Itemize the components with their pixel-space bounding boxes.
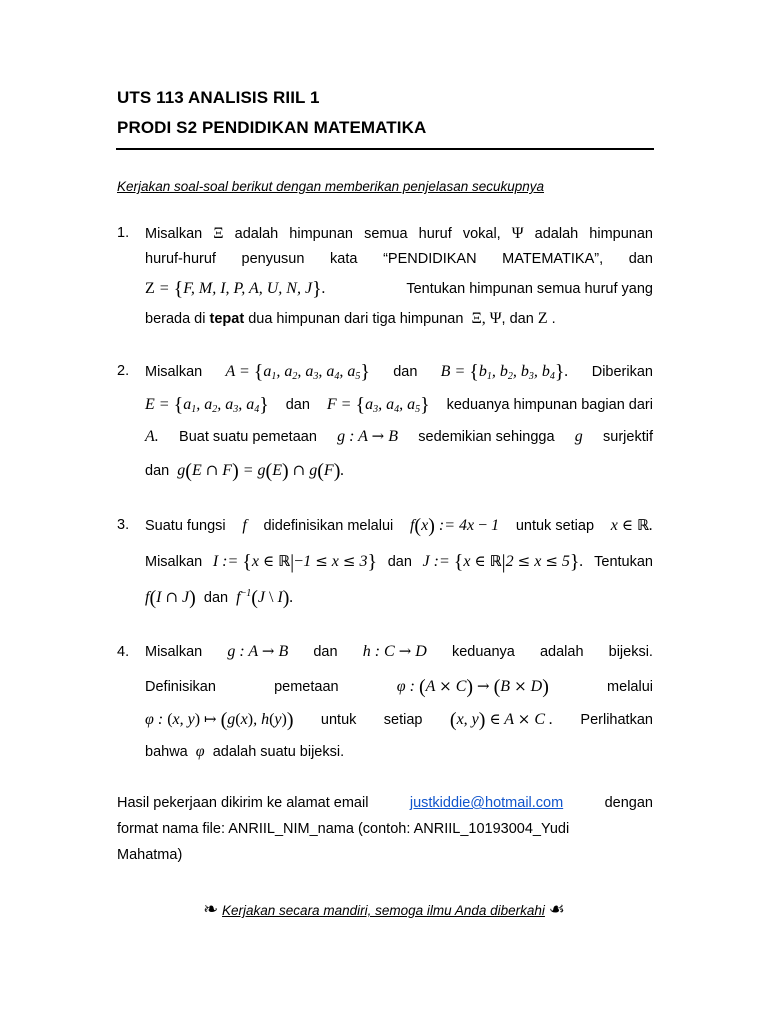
q1-text: , dan <box>501 311 534 327</box>
question-1-number: 1. <box>117 225 130 241</box>
q1-text: Tentukan himpunan semua huruf yang <box>406 281 653 297</box>
exam-title: UTS 113 ANALISIS RIIL 1 <box>117 88 320 107</box>
q1-text: dua himpunan dari tiga himpunan <box>248 311 464 327</box>
submission-text: Hasil pekerjaan dikirim ke alamat email <box>117 795 369 811</box>
q1-xi-symbol: Ξ <box>213 225 224 242</box>
q2-line-3 <box>145 427 653 446</box>
q2-text: Buat suatu pemetaan <box>179 429 317 445</box>
q1-word: semua <box>364 226 408 242</box>
q4-domain: (x, y) ∈ A × C . <box>449 709 554 731</box>
q2-line-4 <box>145 460 653 483</box>
q2-condition: g(E ∩ F) = g(E) ∩ g(F). <box>177 460 345 482</box>
q1-word: Misalkan <box>145 226 203 242</box>
q4-line-4 <box>145 743 653 761</box>
q4-word: Definisikan <box>145 679 216 695</box>
q2-word: dan <box>393 364 418 380</box>
q4-text: adalah suatu bijeksi. <box>212 744 345 760</box>
q4-line-1 <box>145 642 653 661</box>
q1-bold-word: tepat <box>209 311 245 327</box>
q1-word: himpunan <box>289 226 353 242</box>
q1-word: kata <box>330 251 358 267</box>
q1-word: penyusun <box>241 251 305 267</box>
q1-word: “PENDIDIKAN <box>383 251 477 267</box>
q1-word: huruf-huruf <box>145 251 216 267</box>
q3-word: dan <box>203 590 229 606</box>
q2-line-2 <box>145 394 653 417</box>
q1-z-symbol: Z <box>537 310 548 327</box>
footer-note <box>0 899 768 920</box>
q4-line-3 <box>145 709 653 732</box>
q3-set-j: J := {x ∈ ℝ|2 ≤ x ≤ 5}. <box>422 551 584 573</box>
q2-text: keduanya himpunan bagian dari <box>446 397 653 413</box>
q2-set-f: $F = \{a_3$, $a_4$, $a_5$} <box>326 394 430 416</box>
q2-word: dan <box>285 397 310 413</box>
q2-word: surjektif <box>603 429 653 445</box>
q3-domain: x ∈ ℝ. <box>610 516 653 534</box>
q2-map-g: g : A → B <box>337 427 399 445</box>
question-4-number: 4. <box>117 644 130 660</box>
q2-word: Diberikan <box>591 364 653 380</box>
question-3-number: 3. <box>117 517 130 533</box>
q4-word: pemetaan <box>274 679 339 695</box>
q2-line-1 <box>145 361 653 384</box>
q2-a-symbol: A. <box>145 428 159 445</box>
q4-map-h: h : C → D <box>362 642 427 660</box>
q4-word: bahwa <box>145 744 188 760</box>
q1-word: adalah <box>234 226 279 242</box>
q1-word: himpunan <box>589 226 653 242</box>
q4-word: keduanya <box>451 644 515 660</box>
left-ornament-icon: ❧ <box>203 899 219 920</box>
q4-map-phi: φ : (A × C) → (B × D) <box>396 676 549 698</box>
q1-symbols: Ξ, Ψ <box>467 310 502 327</box>
right-ornament-icon: ☙ <box>548 899 565 920</box>
q2-set-a: $A = \{a_1$, $a_2$, $a_3$, $a_4$, $a_5$} <box>225 361 370 383</box>
instruction-text: Kerjakan soal-soal berikut dengan memberikan penjelasan secukupnya <box>117 179 545 194</box>
q2-text: sedemikian sehingga <box>418 429 555 445</box>
q3-word: Tentukan <box>594 554 653 570</box>
q3-text: didefinisikan melalui <box>263 518 394 534</box>
q4-word: Misalkan <box>145 644 203 660</box>
q3-line-2 <box>145 551 653 574</box>
q1-word: MATEMATIKA”, <box>502 251 604 267</box>
submission-line-1 <box>117 795 653 811</box>
q4-line-2 <box>145 676 653 699</box>
submission-line-3: Mahatma) <box>117 847 183 863</box>
q2-set-b: $B = \{b_1$, $b_2$, $b_3$, $b_4$}. <box>440 361 569 383</box>
header-divider <box>116 148 654 150</box>
q1-word: huruf <box>418 226 452 242</box>
q4-word: setiap <box>383 712 423 728</box>
q3-word: dan <box>387 554 412 570</box>
q1-word: vokal, <box>462 226 501 242</box>
question-2-number: 2. <box>117 363 130 379</box>
program-title: PRODI S2 PENDIDIKAN MATEMATIKA <box>117 118 427 137</box>
q1-word: dan <box>628 251 653 267</box>
q3-word: Misalkan <box>145 554 203 570</box>
q1-psi-symbol: Ψ <box>511 225 524 242</box>
submission-line-2: format nama file: ANRIIL_NIM_nama (contoh: ANRIIL_10193004_Yudi <box>117 821 570 837</box>
q4-map-g: g : A → B <box>227 642 289 660</box>
q1-word: adalah <box>534 226 579 242</box>
q1-line-1 <box>145 225 653 243</box>
q1-line-4: berada di tepat dua himpunan dari tiga himpunan Ξ, Ψ, dan Z . <box>145 310 556 327</box>
q3-set-i: I := {x ∈ ℝ|−1 ≤ x ≤ 3} <box>212 551 378 573</box>
q4-word: dan <box>313 644 338 660</box>
q1-line-2 <box>145 251 653 267</box>
q2-g-symbol: g <box>574 428 583 445</box>
q3-text: Suatu fungsi <box>145 518 226 534</box>
q4-word: bijeksi. <box>608 644 653 660</box>
q1-line-3 <box>145 278 653 301</box>
q1-set-z: Z = {F, M, I, P, A, U, N, J}. <box>145 278 326 300</box>
footer-text: Kerjakan secara mandiri, semoga ilmu Anda diberkahi <box>222 903 545 918</box>
q4-phi-def: φ : (x, y) ↦ (g(x), h(y)) <box>145 709 294 731</box>
q4-phi-symbol: φ <box>195 743 205 760</box>
q3-preimage: $f^{-1}(J$ \ I). <box>236 587 294 609</box>
q4-word: adalah <box>539 644 584 660</box>
q1-text: berada di <box>145 311 206 327</box>
q3-text: untuk setiap <box>515 518 595 534</box>
q2-set-e: $E = \{a_1$, $a_2$, $a_3$, $a_4$} <box>145 394 269 416</box>
email-link[interactable]: justkiddie@hotmail.com <box>409 795 564 811</box>
q4-word: Perlihatkan <box>580 712 653 728</box>
q3-image: f(I ∩ J) <box>145 587 196 609</box>
q4-word: untuk <box>320 712 357 728</box>
q4-word: melalui <box>607 679 653 695</box>
q3-f-symbol: f <box>242 517 247 534</box>
q2-word: dan <box>145 463 170 479</box>
q3-line-3 <box>145 587 653 610</box>
submission-text: dengan <box>604 795 653 811</box>
q3-line-1 <box>145 515 653 538</box>
q2-word: Misalkan <box>145 364 203 380</box>
q3-function-def: f(x) := 4x − 1 <box>409 515 500 537</box>
